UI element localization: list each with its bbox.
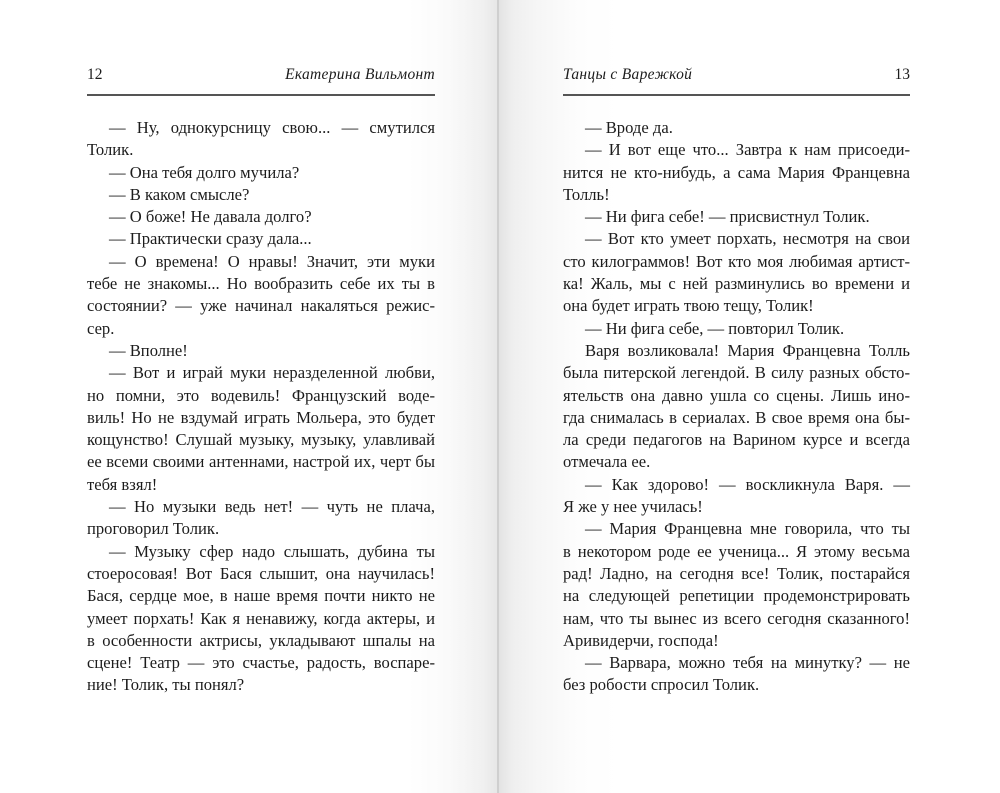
- text-line: — О времена! О нравы! Значит, эти муки: [109, 251, 435, 271]
- text-line: гда снималась в сериалах. В свое время она бы-: [563, 407, 910, 427]
- text-line: на следующей репетиции продемонстрировать: [563, 586, 910, 606]
- body-text: [563, 117, 910, 697]
- text-line: сер.: [87, 318, 115, 338]
- text-line: Варя возликовала! Мария Францевна Толль: [585, 340, 910, 360]
- text-line: — Ни фига себе, — повторил Толик.: [585, 318, 845, 338]
- page-number: 12: [87, 66, 103, 83]
- header-rule: [87, 94, 435, 96]
- text-line: — Варвара, можно тебя на минутку? — не: [585, 653, 910, 673]
- text-line: кощунство! Слушай музыку, музыку, улавливай: [87, 430, 435, 450]
- text-line: сцене! Театр — это счастье, радость, воспаре-: [87, 653, 435, 673]
- text-line: была питерской легендой. В силу разных обсто-: [563, 363, 910, 383]
- text-line: Я же у нее училась!: [563, 497, 703, 517]
- text-line: рад! Ладно, на сегодня все! Толик, постарайся: [563, 563, 910, 583]
- text-line: умеет порхать! Как я ненавижу, когда актеры, и: [87, 608, 435, 628]
- text-line: виль! Но не вздумай играть Мольера, это будет: [87, 407, 435, 427]
- text-line: она будет играть твою тещу, Толик!: [563, 296, 814, 316]
- right-page: [498, 0, 1000, 793]
- text-line: — Вполне!: [109, 340, 188, 360]
- text-line: — Она тебя долго мучила?: [109, 162, 300, 182]
- text-line: Аривидерчи, господа!: [563, 630, 719, 650]
- text-line: — Вот и играй муки неразделенной любви,: [109, 363, 435, 383]
- text-line: — Но музыки ведь нет! — чуть не плача,: [109, 497, 435, 517]
- right-running-head: [563, 66, 910, 88]
- text-line: проговорил Толик.: [87, 519, 220, 539]
- text-line: тебе не знакомы... Но вообразить себе их ты в: [87, 274, 435, 294]
- text-line: отмечала ее.: [563, 452, 651, 472]
- left-running-head: [87, 66, 435, 88]
- text-line: — Вот кто умеет порхать, несмотря на свои: [585, 229, 910, 249]
- text-line: без робости спросил Толик.: [563, 675, 760, 695]
- text-line: — И вот еще что... Завтра к нам присоеди-: [585, 140, 910, 160]
- text-line: — Вроде да.: [585, 118, 673, 137]
- text-line: Толик.: [87, 140, 134, 160]
- text-line: сто килограммов! Вот кто моя любимая артист-: [563, 251, 910, 271]
- text-line: стоеросовая! Вот Бася слышит, она научилась!: [87, 563, 435, 583]
- text-line: — Музыку сфер надо слышать, дубина ты: [109, 541, 435, 561]
- text-line: — Ни фига себе! — присвистнул Толик.: [585, 207, 870, 227]
- author-name: Екатерина Вильмонт: [285, 66, 435, 83]
- header-rule: [563, 94, 910, 96]
- text-line: — Ну, однокурсницу свою... — смутился: [109, 118, 435, 137]
- text-line: ятельств она давно ушла со сцены. Лишь ино-: [563, 385, 910, 405]
- text-line: — Как здорово! — воскликнула Варя. —: [585, 474, 910, 494]
- book-spine: [497, 0, 499, 793]
- text-line: в некотором роде ее ученица... Я этому весьма: [563, 541, 910, 561]
- body-text: [87, 117, 435, 697]
- text-line: ка! Жаль, мы с ней разминулись во времени и: [563, 274, 910, 294]
- book-title: Танцы с Варежкой: [563, 66, 693, 83]
- text-line: ние! Толик, ты понял?: [87, 675, 245, 695]
- text-line: нам, что ты вынес из всего сегодня сказанного!: [563, 608, 910, 628]
- text-line: — Практически сразу дала...: [109, 229, 312, 249]
- text-line: состоянии? — уже начинал накаляться режис-: [87, 296, 435, 316]
- text-line: нится не кто-нибудь, а сама Мария Францевна: [563, 162, 910, 182]
- text-line: Толль!: [563, 184, 610, 204]
- page-number: 13: [894, 66, 910, 83]
- text-line: в особенности актрисы, укладывают шпалы на: [87, 630, 435, 650]
- text-line: тебя взял!: [87, 474, 158, 494]
- text-line: Бася, сердце мое, в наше время почти никто не: [87, 586, 435, 606]
- left-page: [0, 0, 498, 793]
- text-line: — В каком смысле?: [109, 184, 250, 204]
- text-line: ла среди педагогов на Варином курсе и всегда: [563, 430, 910, 450]
- text-line: но помни, это водевиль! Французский воде-: [87, 385, 435, 405]
- text-line: — О боже! Не давала долго?: [109, 207, 312, 227]
- text-line: — Мария Францевна мне говорила, что ты: [585, 519, 910, 539]
- text-line: ее всеми своими антеннами, настрой их, черт бы: [87, 452, 435, 472]
